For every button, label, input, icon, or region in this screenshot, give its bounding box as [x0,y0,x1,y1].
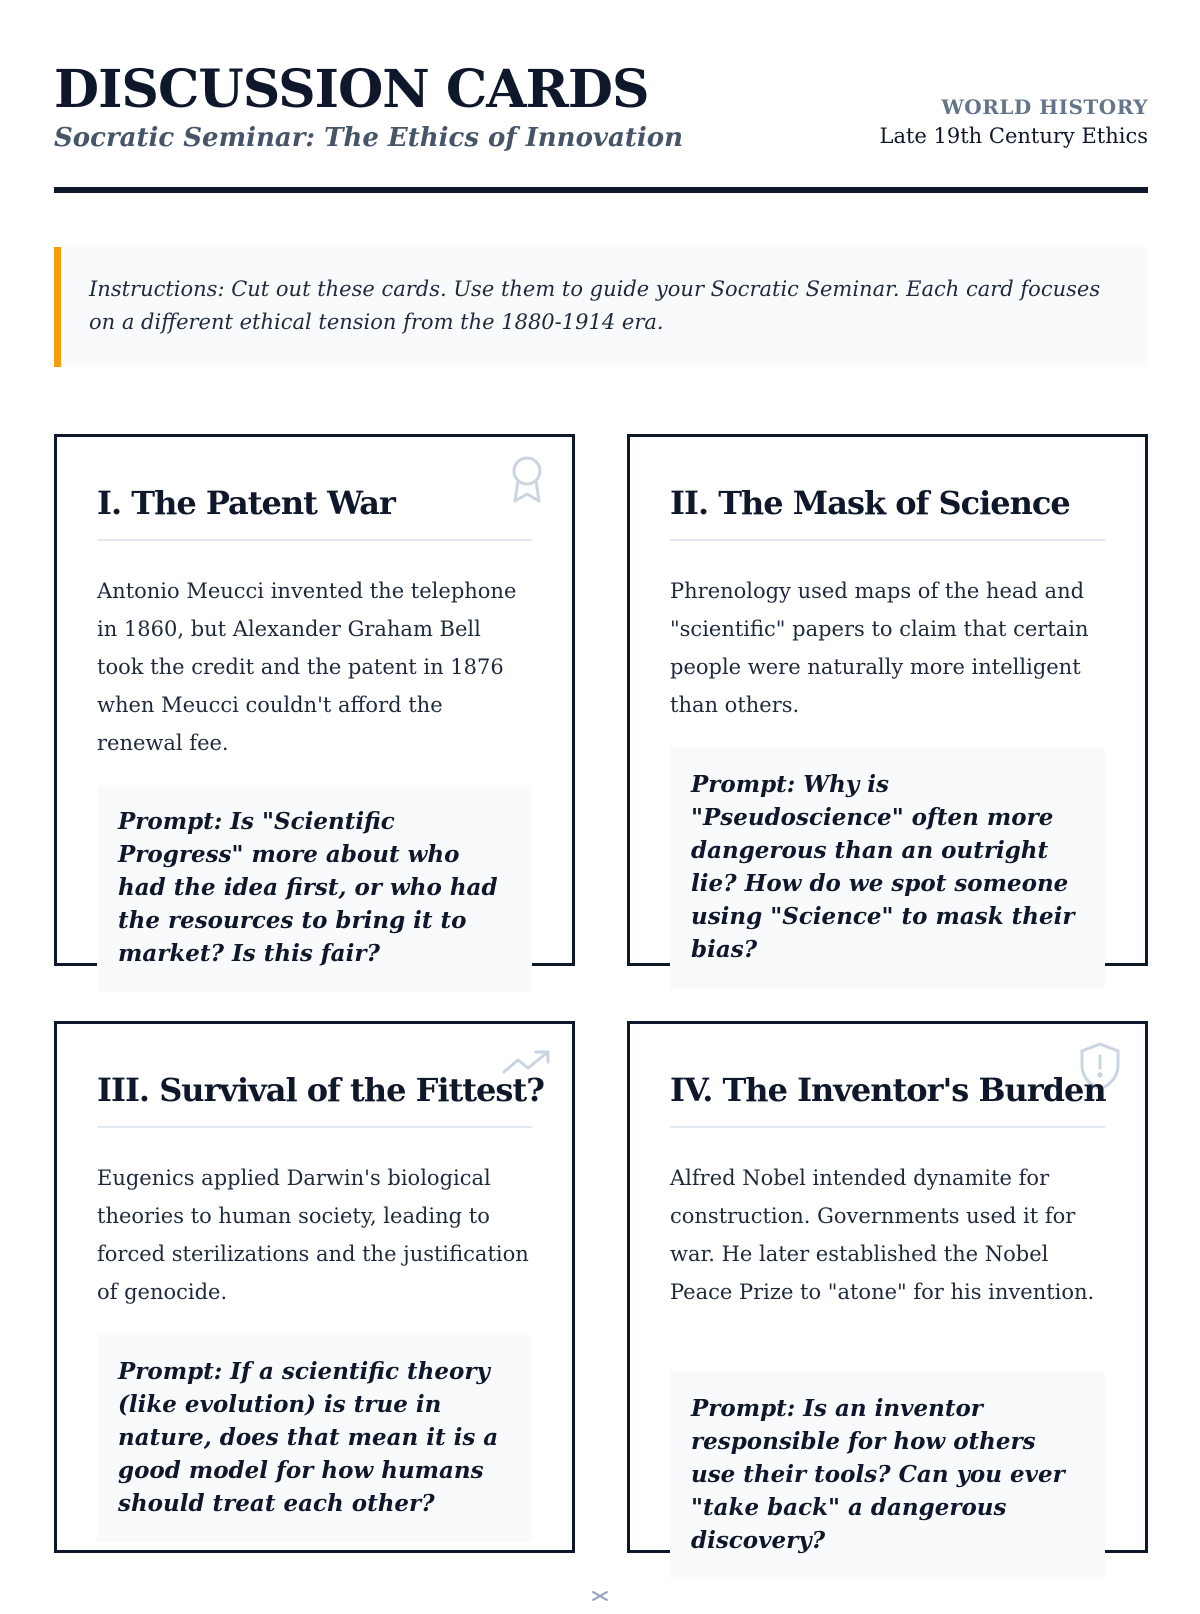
card-prompt: Prompt: Why is "Pseudoscience" often more dangerous than an outright lie? How do we spot someone using "Science" to mask their bias? [670,748,1105,988]
page-subtitle: Socratic Seminar: The Ethics of Innovation [54,123,684,153]
card-prompt: Prompt: Is an inventor responsible for how others use their tools? Can you ever "take back" a dangerous discovery? [670,1372,1105,1579]
card-body: Eugenics applied Darwin's biological theories to human society, leading to forced sterilizations and the justification of genocide. [97,1166,529,1304]
card-body: Phrenology used maps of the head and "scientific" papers to claim that certain people were naturally more intelligent than others. [670,579,1089,717]
discussion-card-mask-of-science [627,434,1148,966]
card-prompt: Prompt: If a scientific theory (like evolution) is true in nature, does that mean it is a good model for how humans should treat each other? [97,1335,532,1542]
instructions-box: Instructions: Cut out these cards. Use them to guide your Socratic Seminar. Each card focuses on a different ethical tension from the 1880-1914 era. [54,247,1148,367]
card-title: I. The Patent War [97,483,532,541]
card-title: III. Survival of the Fittest? [97,1070,532,1128]
header-meta [880,94,1148,152]
page-header [54,58,1148,188]
card-title: II. The Mask of Science [670,483,1105,541]
card-prompt: Prompt: Is "Scientific Progress" more about who had the idea first, or who had the resources to bring it to market? Is this fair? [97,785,532,992]
card-body: Antonio Meucci invented the telephone in 1860, but Alexander Graham Bell took the credit and the patent in 1876 when Meucci couldn't afford the renewal fee. [97,579,517,755]
discussion-card-survival-of-fittest [54,1021,575,1553]
card-title: IV. The Inventor's Burden [670,1070,1105,1128]
header-divider [54,187,1148,193]
card-body: Alfred Nobel intended dynamite for construction. Governments used it for war. He later established the Nobel Peace Prize to "atone" for his invention. [670,1166,1095,1304]
worksheet-page [54,0,1148,1600]
scissors-icon [587,1590,613,1610]
discussion-card-patent-war [54,434,575,966]
discussion-card-inventors-burden [627,1021,1148,1553]
subject-label: WORLD HISTORY [941,95,1148,119]
topic-label: Late 19th Century Ethics [879,124,1148,148]
page-title: DISCUSSION CARDS [54,59,649,120]
